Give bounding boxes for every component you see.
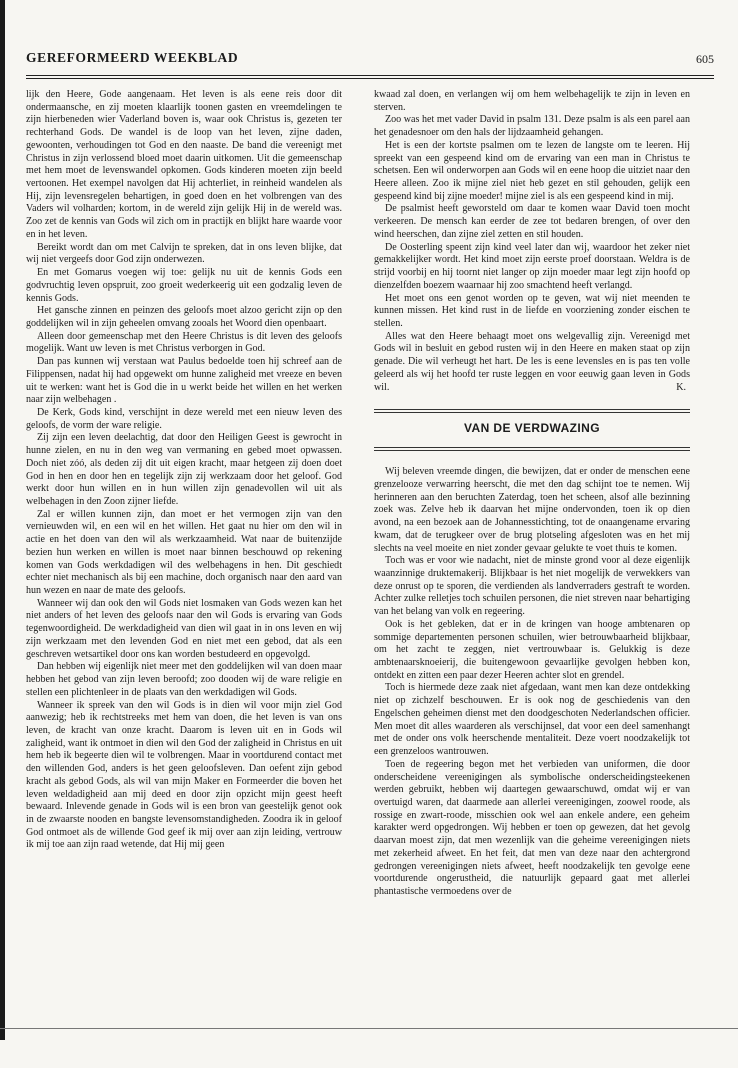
section-heading [374,409,690,455]
page-number: 605 [696,52,714,66]
paragraph: Ook is het gebleken, dat er in de kringen van hooge ambtenaren op sommige departementen personen schuilen, wier betrouwbaarheid blijkbaar, om het zacht te zeggen, niet vertrouwbaar is. Gelukkig is deze ambtenaarsknoeierij, die buitengewoon gevaarlijke gevolgen hebben kon, ontdekt en zitten een paar dezer Heeren achter slot en grendel. [374,618,690,681]
header-rule-2 [26,78,714,79]
paragraph: Het gansche zinnen en peinzen des geloofs moet alzoo gericht zijn op den goddelijken wil in zijn geheelen omvang zooals het Woord dien openbaart. [26,305,342,329]
paragraph: Wij beleven vreemde dingen, die bewijzen, dat er onder de menschen eene grenzelooze verwarring heerscht, die met den dag schijnt toe te nemen. Wij herinneren aan den beruchten Zaterdag, toen het scheen, alsof alle bezinning zoek was. Zelve heb ik daarvan het mijne ondervonden, toen ik op dien avond, na een bezoek aan de Johannesstichting, tot de onaangename ervaring kwam, dat de terugkeer over de brug plotseling afgesloten was en het mij slechts na veel moeite en niet zonder gevaar gelukte te voet thuis te komen. [374,466,690,554]
header-rule [26,75,714,76]
paragraph: Wanneer ik spreek van den wil Gods is in dien wil voor mijn ziel God aanwezig; heb ik rechtstreeks met hem van doen, die het leven is van ons leven, de kracht van onze kracht. Daarom is leven uit en in Gods wil zaligheid, want ik ontmoet in dien wil den God der zaligheid in Christus en uit hem heb ik begeerte dien wil te volbrengen. Maar in voortdurend contact met den willenden God, anders is het geen geloofsleven. Dan oefent zijn gebod kracht als gebod Gods, als wil van mijn Maker en Formeerder die boven het leven weldadigheid aan mij deed en door zijn opzicht mijn geest heeft bewaard. Inlevende genade in Gods wil is een bron van geestelijk genot ook in de zwaarste nooden en bangste levensomstandigheden. Zoodra ik in geloof God ontmoet als de willende God geef ik mij over aan zijn leiding, vertrouw ik mij toe aan zijn raad wetende, dat Hij mij geen [26,699,342,851]
paragraph: Dan pas kunnen wij verstaan wat Paulus bedoelde toen hij schreef aan de Filippensen, nadat hij had opgewekt om hunne zaligheid met vreeze en beven uit te werken: want het is God die in u werkt beide het willen en het werken naar zijn welbehagen . [26,356,342,406]
page-header [26,50,714,72]
paragraph: Het moet ons een genot worden op te geven, wat wij niet meenden te kunnen missen. Het kind rust in de liefde en voorziening zonder eischen te stellen. [374,292,690,329]
paragraph: Bereikt wordt dan om met Calvijn te spreken, dat in ons leven blijke, dat wij niet vergeefs door God zijn onderwezen. [26,241,342,266]
paragraph: De Kerk, Gods kind, verschijnt in deze wereld met een nieuw leven des geloofs, de vorm der ware religie. [26,406,342,431]
paragraph: En met Gomarus voegen wij toe: gelijk nu uit de kennis Gods een godvruchtig leven opspruit, zoo groeit wederkeerig uit een godzalig leven de kennis Gods. [26,267,342,304]
paragraph: Zoo was het met vader David in psalm 131. Deze psalm is als een parel aan het genadesnoer om den hals der lijdzaamheid gehangen. [374,114,690,139]
publication-title: GEREFORMEERD WEEKBLAD [26,50,239,65]
paragraph: kwaad zal doen, en verlangen wij om hem welbehagelijk te zijn in leven en sterven. [374,89,690,113]
paragraph: Alleen door gemeenschap met den Heere Christus is dit leven des geloofs mogelijk. Want uw leven is met Christus verborgen in God. [26,330,342,355]
bottom-rule [0,1028,738,1029]
paragraph: Zal er willen kunnen zijn, dan moet er het vermogen zijn van den vernieuwden wil, en een wil en het willen. Het gaat nu hier om den wil in actie en het doen van den wil als werkzaamheid. Wat naar de buitenzijde bezien hun werken en willen is moet naar binnen beschouwd op rekening komen van Gods werkdadigen wil des welbehagens in hen. Dit geschiedt echter niet mechanisch als bij een machine, doch organisch naar den aard van hun wezen en naar de mate des geloofs. [26,508,342,597]
paragraph: De psalmist heeft geworsteld om daar te komen waar David toen mocht verkeeren. De mensch kan eerder de zee tot bedaren brengen, of over den wind heerschen, dan zijne ziel zetten en stil houden. [374,203,690,240]
paragraph-text: Alles wat den Heere behaagt moet ons welgevallig zijn. Vereenigd met Gods wil in besluit en gebod rusten wij in den Heere en maken staat op zijn genade. Die wil verheugt het hart. De les is eene levensles en is pas ten volle geleerd als wij het hoofd ter ruste leggen en voor eeuwig gaan leven in Gods wil. [374,330,690,393]
paragraph: Wanneer wij dan ook den wil Gods niet losmaken van Gods wezen kan het niet anders of het leven des geloofs naar den wil Gods is ervaring van Gods tegenwoordigheid. De werkdadigheid van dien wil gaat in in ons leven en wij zijn werkzaam met den levenden God en niet met een gebod, dat als een geschreven wetsartikel door ons kan worden bestudeerd en opgevolgd. [26,597,342,660]
paragraph: Toen de regeering begon met het verbieden van uniformen, die door onderscheidene vereenigingen als symbolische onderscheidingsteekenen werden gebruikt, hebben wij daartegen gewaarschuwd, omdat wij er van overtuigd waren, dat daarmede aan allerlei vereenigingen, zoowel roode, als rossige en zwart-roode, misschien ook wel aan enkele andere, een geheim karakter werd opgedrongen. Wij hebben er toen op gewezen, dat het gevolg daarvan moest zijn, dat men wezenlijk van die geheime vereenigingen niets met zekerheid afweet. En het feit, dat men van deze naar den achtergrond gedrongen vereenigingen niets afweet, heeft noodzakelijk ten gevolge eene voortdurende ongerustheid, die natuurlijk gepaard gaat met allerlei phantastische vermoedens over de [374,758,690,897]
paragraph: Het is een der kortste psalmen om te lezen de langste om te leeren. Hij spreekt van een gespeend kind om de ervaring van een man in Christus te schetsen. Een wil onderworpen aan Gods wil en eene hoop die uitziet naar den Heere alleen. Zoo ik mijne ziel niet heb gezet en stil gehouden, gelijk een gespeend kind bij zijne moeder! mijne ziel is als een gespeend kind in mij. [374,139,690,202]
paragraph: Toch was er voor wie nadacht, niet de minste grond voor al deze eigenlijk waanzinnige druktemakerij. Blijkbaar is het niet mogelijk de verwekkers van deze onrust op te sporen, die verdienden als landverraders gestraft te worden. Achter zulke relletjes toch schuilen personen, die niet streven naar behartiging van het belang van volk en regeering. [374,555,690,618]
section-rule [374,450,690,451]
paragraph-with-signature [374,331,690,395]
section-title: VAN DE VERDWAZING [464,421,600,436]
paragraph: Toch is hiermede deze zaak niet afgedaan, want men kan deze ontdekking niet op zichzelf beschouwen. Er is ook nog de geschiedenis van den Engelschen geheimen dienst met den doodgeschoten Nederlandschen officier. Men moet dit alles waarderen als verschijnsel, dat voor een deel samenhangt met de onder ons volk heerschende mentaliteit. Deze voert noodzakelijk tot een grenzeloos wantrouwen. [374,682,690,758]
paragraph: De Oosterling speent zijn kind veel later dan wij, waardoor het zeker niet gemakkelijker wordt. Het kind moet zijn eerste proef doorstaan. Weldra is de strijd voorbij en hij toornt niet langer op zijn moeder maar legt zijn hoofd op dienzelfden boezem waarnaar hij zoo smachtend heeft verlangd. [374,241,690,291]
section-rule [374,412,690,413]
author-signature: K. [676,381,686,393]
paragraph: Zij zijn een leven deelachtig, dat door den Heiligen Geest is gewrocht in hunne zielen, en nu in den weg van vermaning en gebed moet opwassen. Doch niet zóó, als deden zij dit uit eigen kracht, maar hetgeen zij doen doet God in hen en door hen en tegelijk zijn zij werkzaam door het geloof. God werkt door hun willen en in hun willen zijn genadevollen wil uit als welbehagen in den Zoon zijner liefde. [26,432,342,507]
paragraph: lijk den Heere, Gode aangenaam. Het leven is als eene reis door dit ondermaansche, en zij moeten klaarlijk toonen gasten en vreemdelingen te zijn hierbeneden wier Vaderland boven is, waar ook Christus is, gezeten ter rechterhand Gods. De wandel is de loop van het leven, zijne daden, gewoonten, verhoudingen tot God en den naaste. De band die vereenigt met Christus in zijn verlossend bloed moet daarin uitkomen. Uit die gemeenschap met hem moet de levenswandel opkomen. Gods kinderen moeten zijn beeld vertoonen. Het exempel navolgen dat Hij achterliet, in reinheid wandelen als Hij, zijn levensregelen behartigen, in goed doen en het volbrengen van des Vaders wil volharden; kortom, in de wereld zijn gelijk Hij in de wereld was. Zoo zet de kennis van Gods wil zich om in practijk en blijkt hare waarde voor en in het leven. [26,89,342,240]
left-column [26,89,342,852]
section-rule [374,409,690,410]
section-rule [374,447,690,448]
right-column [374,89,690,899]
paragraph: Dan hebben wij eigenlijk niet meer met den goddelijken wil van doen maar hebben het gebod van zijn leven beroofd; zoo dooden wij de ware religie en stellen een plichtenleer in de plaats van den werkdadigen wil Gods. [26,661,342,698]
page-edge-bar [0,0,5,1040]
